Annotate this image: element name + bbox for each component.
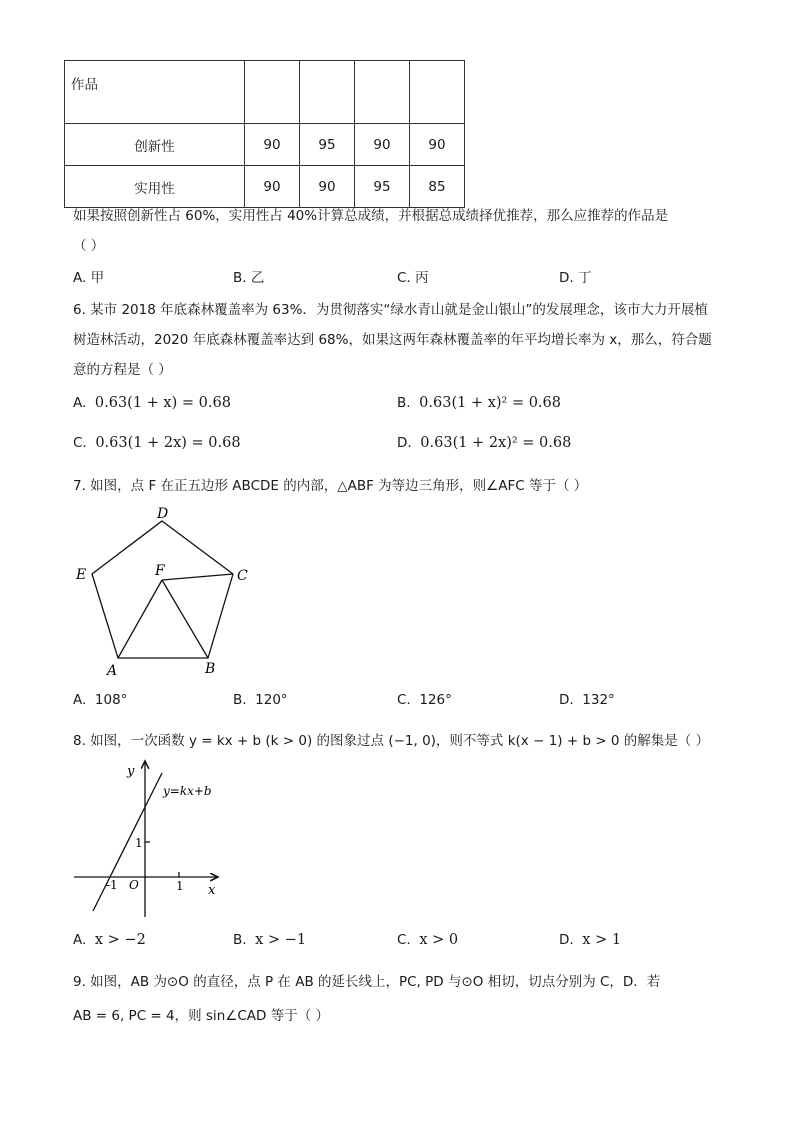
segment-af: [118, 580, 162, 658]
table-cell: 95: [300, 124, 355, 166]
tick-label-y1: 1: [135, 836, 143, 850]
label-c: C: [237, 568, 248, 584]
score-table: [64, 60, 465, 208]
table-cell: 95: [355, 166, 410, 208]
q5-option-b: B. 乙: [233, 270, 265, 286]
table-cell: 90: [355, 124, 410, 166]
q5-bracket: （ ）: [73, 238, 105, 254]
table-row: [65, 124, 465, 166]
q7-option-b: B. 120°: [233, 692, 288, 708]
q5-option-a: A. 甲: [73, 270, 105, 286]
q5-option-d: D. 丁: [559, 270, 592, 286]
table-row: [65, 166, 465, 208]
q9-line1: 9. 如图，AB 为⊙O 的直径，点 P 在 AB 的延长线上，PC, PD 与⊙O 相切，切点分别为 C，D．若: [73, 974, 661, 990]
q8-option-a: A. x > −2: [73, 932, 146, 948]
q8-option-d: D. x > 1: [559, 932, 622, 948]
pentagon-figure: [70, 500, 270, 685]
q5-stem: 如果按照创新性占 60%，实用性占 40%计算总成绩，并根据总成绩择优推荐，那么应推荐的作品是: [73, 208, 669, 224]
table-header-cell: [245, 61, 300, 124]
table-header-label: 作品: [65, 61, 245, 124]
q6-option-d: D. 0.63(1 + 2x)² = 0.68: [397, 435, 572, 451]
q6-option-b: B. 0.63(1 + x)² = 0.68: [397, 395, 561, 411]
q8-option-c: C. x > 0: [397, 932, 459, 948]
row-label: 实用性: [65, 166, 245, 208]
segment-bf: [162, 580, 208, 658]
table-header-cell: [300, 61, 355, 124]
label-b: B: [205, 661, 216, 677]
q9-line2: AB = 6, PC = 4，则 sin∠CAD 等于（ ）: [73, 1008, 329, 1024]
table-cell: 90: [245, 124, 300, 166]
q6-line2: 树造林活动，2020 年底森林覆盖率达到 68%，如果这两年森林覆盖率的年平均增长率为 x，那么，符合题: [73, 332, 712, 348]
x-axis-label: x: [208, 883, 216, 898]
q7-option-a: A. 108°: [73, 692, 128, 708]
q5-option-c: C. 丙: [397, 270, 429, 286]
q6-option-a: A. 0.63(1 + x) = 0.68: [73, 395, 231, 411]
line-y-kx-b: [93, 773, 162, 911]
table-cell: 90: [245, 166, 300, 208]
y-axis-label: y: [127, 764, 135, 779]
origin-label: O: [129, 878, 139, 892]
q6-option-c: C. 0.63(1 + 2x) = 0.68: [73, 435, 241, 451]
label-a: A: [107, 663, 118, 679]
q6-line3: 意的方程是（ ）: [73, 362, 172, 378]
q7-stem: 7. 如图，点 F 在正五边形 ABCDE 的内部，△ABF 为等边三角形，则∠AFC 等于（ ）: [73, 478, 588, 494]
line-label: y=kx+b: [163, 784, 212, 798]
q8-stem: 8. 如图，一次函数 y = kx + b (k > 0) 的图象过点 (−1, 0)，则不等式 k(x − 1) + b > 0 的解集是（ ）: [73, 733, 710, 749]
table-header-cell: [410, 61, 465, 124]
q7-option-d: D. 132°: [559, 692, 615, 708]
table-header-row: [65, 61, 465, 124]
label-d: D: [157, 506, 169, 522]
pentagon-abcde: [92, 521, 233, 658]
tick-label-x1: 1: [176, 879, 184, 893]
q6-line1: 6. 某市 2018 年底森林覆盖率为 63%．为贯彻落实“绿水青山就是金山银山”的发展理念，该市大力开展植: [73, 302, 708, 318]
linear-function-graph: [70, 756, 230, 924]
segment-fc: [162, 574, 233, 580]
table-header-cell: [355, 61, 410, 124]
q8-option-b: B. x > −1: [233, 932, 307, 948]
table-cell: 85: [410, 166, 465, 208]
row-label: 创新性: [65, 124, 245, 166]
q7-option-c: C. 126°: [397, 692, 452, 708]
table-cell: 90: [410, 124, 465, 166]
label-f: F: [155, 563, 165, 579]
table-cell: 90: [300, 166, 355, 208]
label-e: E: [76, 567, 87, 583]
tick-label-neg1: -1: [106, 878, 118, 892]
